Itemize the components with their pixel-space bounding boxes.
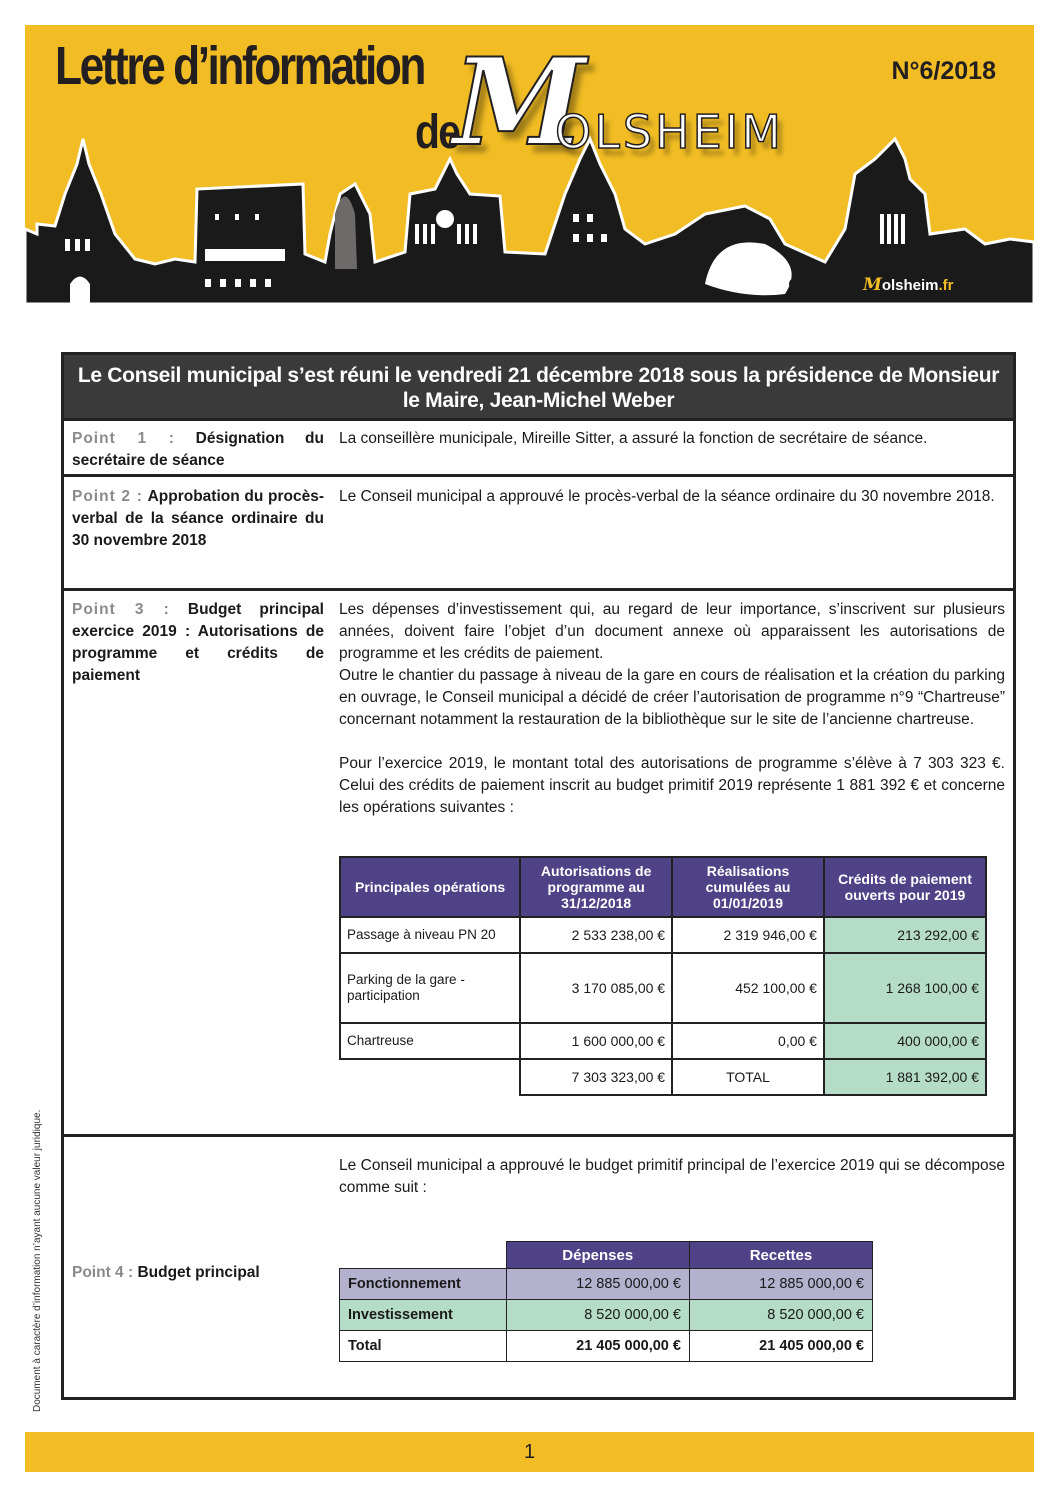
- total-credits: 1 881 392,00 €: [824, 1059, 986, 1095]
- point-3-label: Point 3 : Budget principal exercice 2019 : Autorisations de programme et crédits de paiement: [72, 601, 324, 684]
- point-2-label: Point 2 : Approbation du procès-verbal de la séance ordinaire du 30 novembre 2018: [72, 488, 324, 549]
- recettes-total: 21 405 000,00 €: [689, 1331, 872, 1362]
- autorisation-value: 1 600 000,00 €: [520, 1023, 672, 1059]
- table-row: [340, 1300, 873, 1331]
- table-header-row: [340, 857, 986, 917]
- table-total-row: [340, 1331, 873, 1362]
- point-3-text: [339, 599, 1005, 819]
- credit-value: 400 000,00 €: [824, 1023, 986, 1059]
- table-row: [340, 1269, 873, 1300]
- table-row: [340, 953, 986, 1023]
- recettes-value: 8 520 000,00 €: [689, 1300, 872, 1331]
- budget-table: [339, 1241, 873, 1362]
- table-header-row: [340, 1242, 873, 1269]
- col-depenses: Dépenses: [506, 1242, 689, 1269]
- newsletter-title: Lettre d’information: [55, 36, 424, 96]
- credit-value: 213 292,00 €: [824, 917, 986, 953]
- autorisation-value: 3 170 085,00 €: [520, 953, 672, 1023]
- budget-category: Total: [340, 1331, 507, 1362]
- depenses-value: 12 885 000,00 €: [506, 1269, 689, 1300]
- realisation-value: 452 100,00 €: [672, 953, 824, 1023]
- col-autorisations: Autorisations de programme au 31/12/2018: [520, 857, 672, 917]
- col-credits: Crédits de paiement ouverts pour 2019: [824, 857, 986, 917]
- depenses-value: 8 520 000,00 €: [506, 1300, 689, 1331]
- point-3-row: [64, 591, 1013, 1137]
- point-4-label: Point 4 : Budget principal: [72, 1264, 260, 1281]
- total-blank-cell: [340, 1059, 520, 1095]
- logo-olsheim: OLSHEIM: [555, 105, 784, 159]
- point-2-text: Le Conseil municipal a approuvé le procès-verbal de la séance ordinaire du 30 novembre 2018.: [339, 488, 995, 505]
- table-total-row: [340, 1059, 986, 1095]
- operation-name: Passage à niveau PN 20: [340, 917, 520, 953]
- point-4-row: [64, 1137, 1013, 1396]
- realisation-value: 0,00 €: [672, 1023, 824, 1059]
- website-logo: Molsheim.fr: [863, 275, 954, 295]
- total-label: TOTAL: [672, 1059, 824, 1095]
- point-3-paragraph-1: Les dépenses d’investissement qui, au regard de leur importance, s’inscrivent sur plusieurs années, doivent faire l’objet d’un document annexe où apparaissent les autorisations de programme et les crédits de paiement.: [339, 601, 1005, 662]
- point-2-row: [64, 477, 1013, 591]
- page-number: 1: [523, 1441, 536, 1463]
- point-1-row: [64, 421, 1013, 477]
- footer-bar: [25, 1432, 1034, 1472]
- total-autorisations: 7 303 323,00 €: [520, 1059, 672, 1095]
- point-1-text: La conseillère municipale, Mireille Sitter, a assuré la fonction de secrétaire de séance.: [339, 430, 928, 447]
- budget-category: Investissement: [340, 1300, 507, 1331]
- issue-number: N°6/2018: [891, 57, 996, 85]
- point-3-paragraph-2: Outre le chantier du passage à niveau de la gare en cours de réalisation et la création du parking en ouvrage, le Conseil municipal a décidé de créer l’autorisation de programme n°9 “Chartreuse” concernant notamment la restauration de la bibliothèque sur le site de l’ancienne chartreuse.: [339, 667, 1005, 728]
- title-de: de: [415, 106, 460, 159]
- budget-category: Fonctionnement: [340, 1269, 507, 1300]
- programme-authorisations-table: [339, 856, 987, 1096]
- operation-name: Parking de la gare - participation: [340, 953, 520, 1023]
- header-banner: [25, 25, 1034, 304]
- point-1-label: Point 1 : Désignation du secrétaire de séance: [72, 430, 324, 469]
- legal-disclaimer: Document à caractère d’information n’ayant aucune valeur juridique.: [32, 1109, 43, 1412]
- col-empty: [340, 1242, 507, 1269]
- table-row: [340, 1023, 986, 1059]
- credit-value: 1 268 100,00 €: [824, 953, 986, 1023]
- logo-m: M: [453, 32, 586, 173]
- table-row: [340, 917, 986, 953]
- autorisation-value: 2 533 238,00 €: [520, 917, 672, 953]
- col-operations: Principales opérations: [340, 857, 520, 917]
- realisation-value: 2 319 946,00 €: [672, 917, 824, 953]
- point-4-text: Le Conseil municipal a approuvé le budget primitif principal de l’exercice 2019 qui se décompose comme suit :: [339, 1157, 1005, 1196]
- depenses-total: 21 405 000,00 €: [506, 1331, 689, 1362]
- col-realisations: Réalisations cumulées au 01/01/2019: [672, 857, 824, 917]
- minutes-title: Le Conseil municipal s’est réuni le vendredi 21 décembre 2018 sous la présidence de Monsieur le Maire, Jean-Michel Weber: [64, 355, 1013, 421]
- recettes-value: 12 885 000,00 €: [689, 1269, 872, 1300]
- operation-name: Chartreuse: [340, 1023, 520, 1059]
- council-minutes-box: [61, 352, 1016, 1400]
- point-3-paragraph-3: Pour l’exercice 2019, le montant total des autorisations de programme s’élève à 7 303 323 €. Celui des crédits de paiement inscrit au budget primitif 2019 représente 1 881 392 € et concerne les opérations suivantes :: [339, 755, 1005, 816]
- col-recettes: Recettes: [689, 1242, 872, 1269]
